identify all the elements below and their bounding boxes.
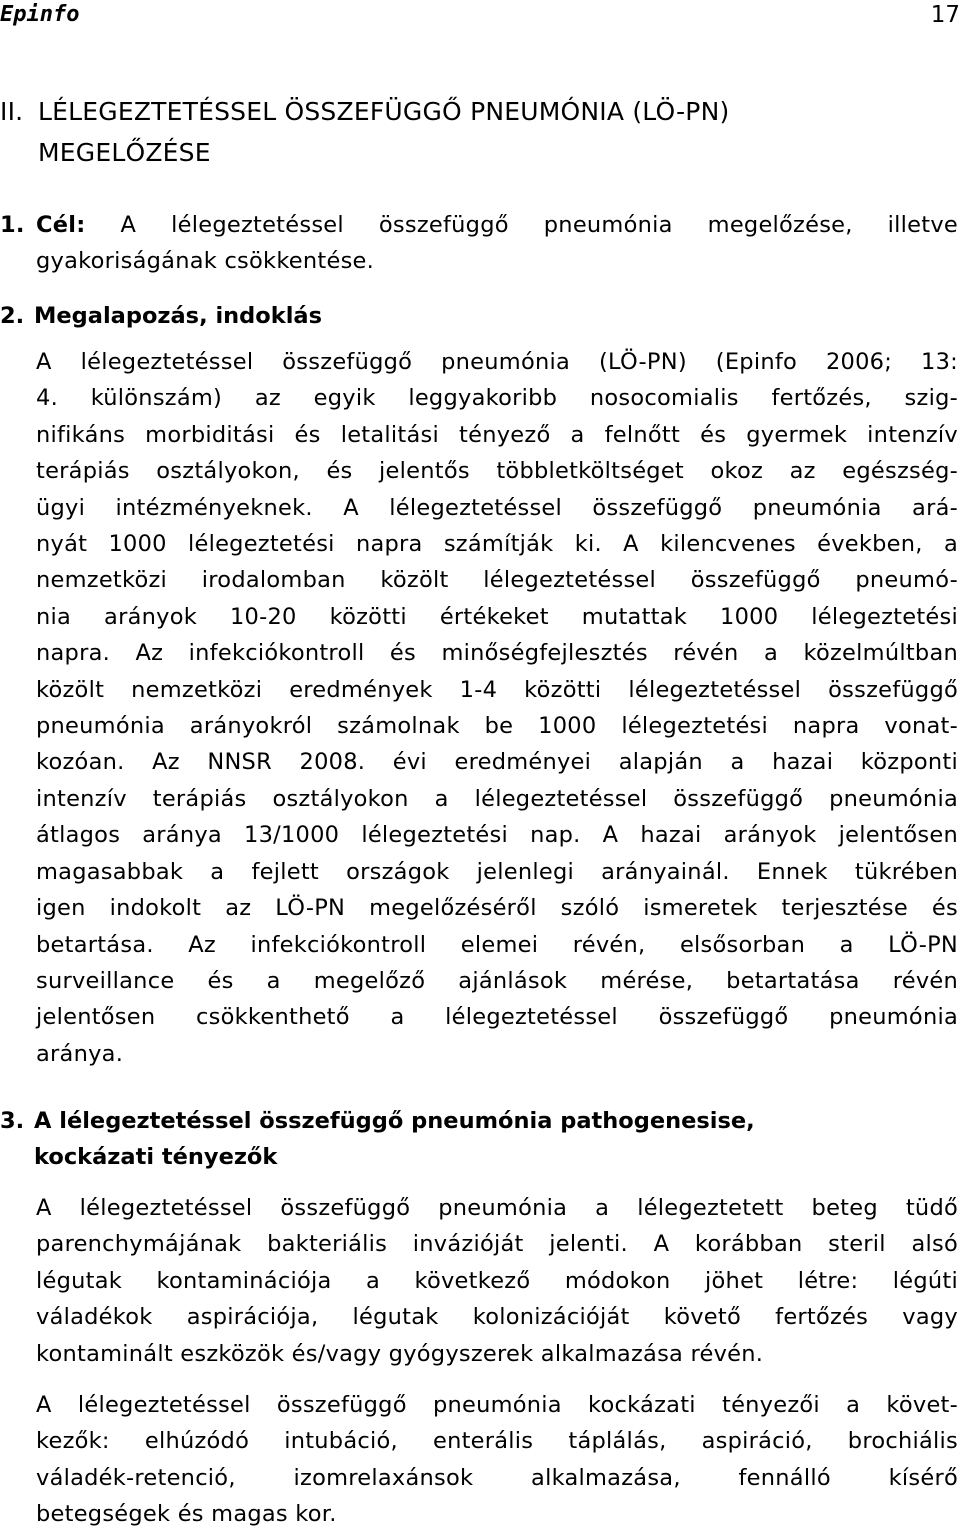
section-2-line: betartása. Az infekciókontroll elemei révén, elsősorban a LÖ-PN xyxy=(36,931,958,958)
section-2-line: ügyi intézményeknek. A lélegeztetéssel összefüggő pneumónia ará- xyxy=(36,494,958,521)
section-2-paragraph xyxy=(36,344,958,1072)
section-2-line: napra. Az infekciókontroll és minőségfejlesztés révén a közelmúltban xyxy=(36,640,958,667)
section-2-line: aránya. xyxy=(36,1040,124,1067)
section-3-number: 3. xyxy=(0,1108,25,1134)
section-3-paragraph-2-line: váladék-retenció, izomrelaxánsok alkalmazása, fennálló kísérő xyxy=(36,1464,958,1491)
goal-text-2: gyakoriságának csökkentése. xyxy=(36,248,375,275)
page-header xyxy=(0,0,960,36)
section-2-line: közölt nemzetközi eredmények 1-4 közötti lélegeztetéssel összefüggő xyxy=(36,676,958,703)
section-2-line: intenzív terápiás osztályokon a lélegeztetéssel összefüggő pneumónia xyxy=(36,785,958,812)
chapter-number: II. xyxy=(0,97,24,126)
goal-text-1: A lélegeztetéssel összefüggő pneumónia megelőzése, illetve xyxy=(120,212,959,238)
section-3-paragraph-2 xyxy=(36,1387,958,1533)
chapter-title-line-2: MEGELŐZÉSE xyxy=(38,138,211,167)
running-title: Epinfo xyxy=(0,2,80,27)
section-2-line: kozóan. Az NNSR 2008. évi eredményei alapján a hazai központi xyxy=(36,749,958,776)
section-3-paragraph-1-line: A lélegeztetéssel összefüggő pneumónia a lélegeztetett beteg tüdő xyxy=(36,1195,958,1221)
page-number: 17 xyxy=(930,2,960,28)
section-3-paragraph-1-line: kontaminált eszközök és/vagy gyógyszerek alkalmazása révén. xyxy=(36,1340,764,1367)
section-3-paragraph-2-line: kezők: elhúzódó intubáció, enterális táplálás, aspiráció, brochiális xyxy=(36,1428,958,1455)
section-2-line: 4. különszám) az egyik leggyakoribb nosocomialis fertőzés, szig- xyxy=(36,385,958,412)
section-2-line: surveillance és a megelőző ajánlások mérése, betartatása révén xyxy=(36,967,958,994)
section-2-line: nemzetközi irodalomban közölt lélegeztetéssel összefüggő pneumó- xyxy=(36,567,958,594)
goal-line-1 xyxy=(0,207,958,243)
section-2-line: igen indokolt az LÖ-PN megelőzéséről szóló ismeretek terjesztése és xyxy=(36,895,958,922)
section-2-number: 2. xyxy=(0,303,25,329)
section-2-line: terápiás osztályokon, és jelentős többletköltséget okoz az egészség- xyxy=(36,458,958,485)
section-2-line: A lélegeztetéssel összefüggő pneumónia (LÖ-PN) (Epinfo 2006; 13: xyxy=(36,349,958,375)
section-2-line: pneumónia arányokról számolnak be 1000 lélegeztetési napra vonat- xyxy=(36,713,958,740)
section-3-paragraph-2-line: betegségek és magas kor. xyxy=(36,1501,337,1528)
section-3-paragraph-1-line: váladékok aspirációja, légutak kolonizációját követő fertőzés vagy xyxy=(36,1304,958,1331)
goal-number: 1. xyxy=(0,212,25,238)
section-3-title-line-1: A lélegeztetéssel összefüggő pneumónia pathogenesise, xyxy=(34,1108,755,1134)
chapter-title-line-1: LÉLEGEZTETÉSSEL ÖSSZEFÜGGŐ PNEUMÓNIA (LÖ-PN) xyxy=(38,97,730,126)
goal-section xyxy=(0,207,958,280)
section-2-line: átlagos aránya 13/1000 lélegeztetési nap. A hazai arányok jelentősen xyxy=(36,822,958,849)
section-2-title: Megalapozás, indoklás xyxy=(34,303,322,329)
section-3-paragraph-1 xyxy=(36,1190,958,1372)
section-3-title-line-2: kockázati tényezők xyxy=(34,1144,278,1170)
section-3-paragraph-2-line: A lélegeztetéssel összefüggő pneumónia kockázati tényezői a követ- xyxy=(36,1392,958,1418)
section-2-line: nia arányok 10-20 közötti értékeket mutattak 1000 lélegeztetési xyxy=(36,603,958,630)
section-3-heading xyxy=(0,1103,960,1175)
section-3-paragraph-1-line: légutak kontaminációja a következő módokon jöhet létre: légúti xyxy=(36,1267,958,1294)
goal-label: Cél: xyxy=(36,212,86,238)
section-2-heading xyxy=(0,298,960,334)
chapter-title xyxy=(0,91,940,173)
section-2-line: jelentősen csökkenthető a lélegeztetéssel összefüggő pneumónia xyxy=(36,1004,958,1031)
section-2-line: nyát 1000 lélegeztetési napra számítják ki. A kilencvenes években, a xyxy=(36,531,958,558)
section-2-line: nifikáns morbiditási és letalitási tényező a felnőtt és gyermek intenzív xyxy=(36,421,958,448)
section-3-paragraph-1-line: parenchymájának bakteriális invázióját jelenti. A korábban steril alsó xyxy=(36,1231,958,1258)
section-2-line: magasabbak a fejlett országok jelenlegi arányainál. Ennek tükrében xyxy=(36,858,958,885)
